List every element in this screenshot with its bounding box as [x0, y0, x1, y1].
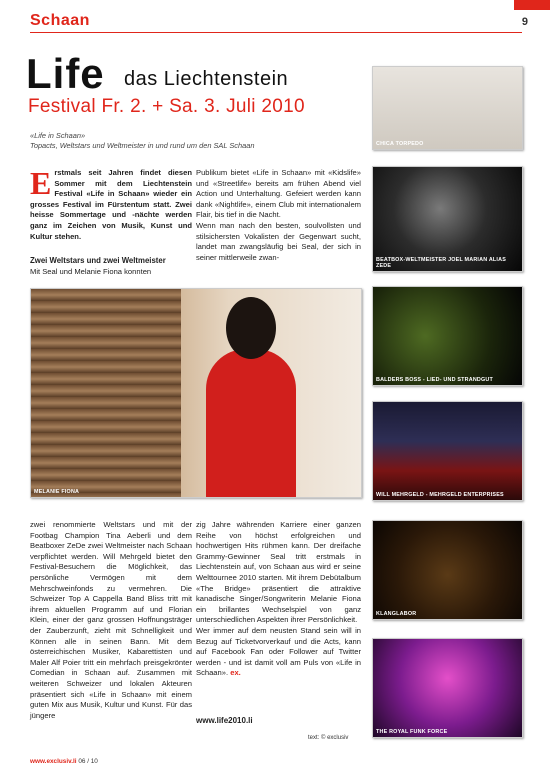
- lead-line-1: «Life in Schaan»: [30, 131, 86, 140]
- column-2-bottom: [196, 520, 361, 679]
- photo-caption: KLANGLABOR: [376, 611, 417, 617]
- photo-klanglabor: [372, 520, 523, 620]
- photo-caption-main: MELANIE FIONA: [34, 489, 80, 495]
- photo-royal-funk-force: [372, 638, 523, 738]
- photo-melanie-fiona: [30, 288, 362, 498]
- footer-site[interactable]: www.exclusiv.li: [30, 758, 77, 765]
- photo-caption: BEATBOX-WELTMEISTER JOEL MARIAN ALIAS ZEDE: [376, 257, 506, 269]
- photo-will-mehrgeld: [372, 401, 523, 501]
- page-number: 9: [521, 16, 528, 28]
- column-2-top: [196, 168, 361, 263]
- lead-line-2: Topacts, Weltstars und Weltmeister in und rund um den SAL Schaan: [30, 141, 255, 150]
- headline-festival-dates: Festival Fr. 2. + Sa. 3. Juli 2010: [28, 96, 305, 117]
- page-footer: [30, 758, 98, 765]
- column-2-top-paragraph-2: Wenn man nach den besten, soulvollsten und stilsichersten Vokalisten der Gegenwart sucht, landet man zwangsläufig bei Seal, der sich in seiner mittlerweile zwan-: [196, 220, 361, 262]
- drop-cap: E: [30, 165, 52, 201]
- headline-life: Life: [26, 50, 105, 97]
- section-label: Schaan: [30, 12, 90, 29]
- closing-text: Wer immer auf dem neusten Stand sein will in Bezug auf Ticketvorverkauf und die Acts, kann auf Facebook Fan oder Follower auf Twitter werden - und ist damit voll am Puls von «Life in Schaan».: [196, 625, 361, 678]
- photo-caption: BALDERS BOSS - LIED- UND STRANDGUT: [376, 377, 494, 383]
- footer-issue: 06 / 10: [78, 758, 98, 765]
- photo-dark-hair: [226, 297, 276, 359]
- corner-accent: [514, 0, 550, 10]
- article-subhead: Zwei Weltstars und zwei Weltmeister: [30, 256, 166, 265]
- column-2-top-paragraph-1: Publikum bietet «Life in Schaan» mit «Kidslife» und «Streetlife» bereits am frühen Abend viel Action und Unterhaltung. Gefeiert werden kann dank «Nightlife», einem Club mit internationalem Flair, bis tief in die Nacht.: [196, 168, 361, 220]
- photo-red-dress: [206, 349, 296, 497]
- end-mark: ex.: [230, 668, 241, 678]
- column-2-bottom-paragraph-1: zig Jahre währenden Karriere einer ganzen Reihe von höchst erfolgreichen und hochwertigen Hits rühmen kann. Der dreifache Grammy-Gewinner Seal tritt erstmals in Liechtenstein auf, von Schaan aus wird er seine Welttournee 2010 starten. Mit ihrem Debütalbum «The Bridge» präsentiert die attraktive kanadische Singer/Songwriterin Melanie Fiona ein brillantes Wechselspiel von ganz unterschiedlichen Aspekten ihrer Persönlichkeit.: [196, 520, 361, 625]
- header-rule: [30, 32, 522, 33]
- column-1-bottom: zwei renommierte Weltstars und mit der Footbag Champion Tina Aeberli und dem Beatboxer ZeDe zwei Weltmeister nach Schaan verpflichtet werden. Will Mehrgeld bietet den Festival-Besuchern die Möglichkeit, das persönliche Vermögen mit dem Mehrschweinfonds zu vermehren. Die Schweizer Top A Cappella Band Bliss tritt mit ihrem aktuellen Programm auf und Florian Klein, einer der ganz grossen Hoffnungsträger der Zauberzunft, zieht mit Schnelligkeit und Können alle in seinen Bann. Mit dem österreichischen Musiker, Kabarettisten und Maler Alf Poier tritt ein mehrfach preisgekrönter Comedian in Schaan auf. Zusammen mit weiteren Schweizer und lokalen Akteuren präsentiert sich «Life in Schaan» mit einem guten Mix aus Musik, Kultur und Kunst. Für das jüngere: [30, 520, 192, 720]
- photo-shutter-background: [31, 289, 181, 497]
- photo-caption: CHICA TORPEDO: [376, 141, 424, 147]
- intro-text: rstmals seit Jahren findet diesen Sommer mit dem Liechtenstein Festival «Life in Schaan» wieder ein grosses Festival im Fürstentum statt. Zwei heisse Sommertage und -nächte werden ganz im Zeichen von Musik, Kunst und Kultur stehen.: [30, 168, 192, 241]
- headline-subtitle: das Liechtenstein: [124, 68, 289, 90]
- column-1-top: Mit Seal und Melanie Fiona konnten: [30, 267, 152, 276]
- photo-beatbox-zede: [372, 166, 523, 272]
- festival-url[interactable]: www.life2010.li: [196, 716, 253, 725]
- intro-paragraph: [30, 165, 192, 242]
- photo-caption: THE ROYAL FUNK FORCE: [376, 729, 448, 735]
- photo-balders-boss: [372, 286, 523, 386]
- photo-caption: WILL MEHRGELD - MEHRGELD ENTERPRISES: [376, 492, 504, 498]
- column-2-bottom-paragraph-2: [196, 626, 361, 679]
- photo-chica-torpedo: [372, 66, 523, 150]
- text-credit: text: © exclusiv: [308, 735, 349, 741]
